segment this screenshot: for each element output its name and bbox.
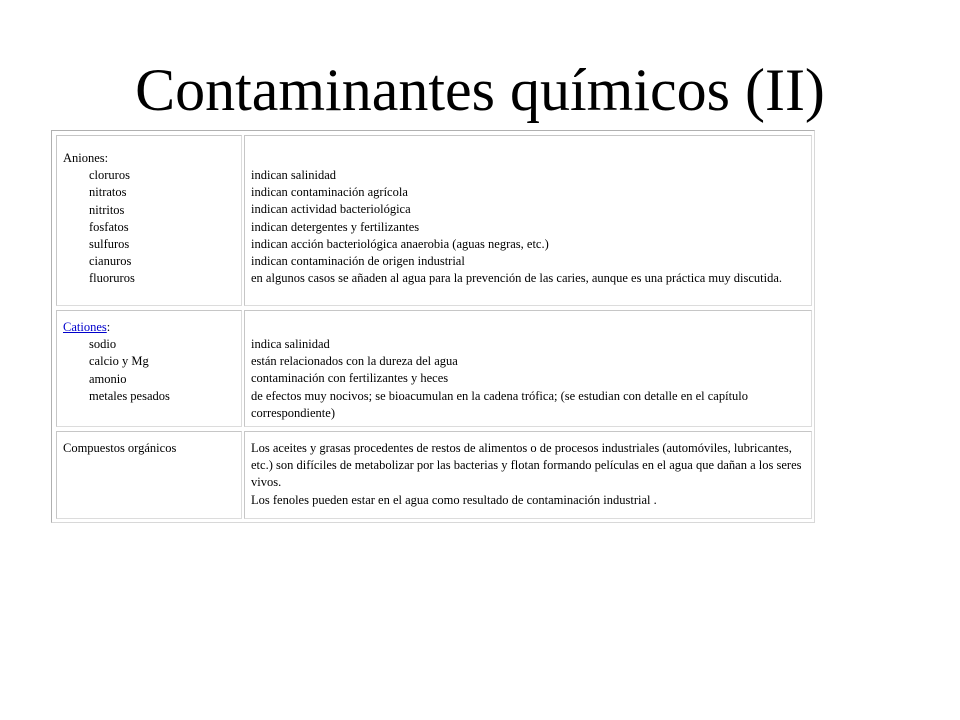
- anion-desc-cloruros: indican salinidad: [251, 168, 337, 182]
- anions-heading-line: Aniones:: [63, 151, 109, 165]
- organic-desc-fenoles: Los fenoles pueden estar en el agua como resultado de contaminación industrial .: [251, 492, 657, 507]
- anion-item-cloruros: cloruros: [89, 168, 130, 183]
- anion-item-fosfatos: fosfatos: [89, 219, 129, 234]
- anions-heading: Aniones: [63, 151, 105, 165]
- anions-label-cell: [56, 135, 242, 306]
- organic-heading: Compuestos orgánicos: [63, 441, 177, 455]
- cation-desc-metales-pesados: de efectos muy nocivos; se bioacumulan en la cadena trófica; (se estudian con detalle en el capítulo correspondiente): [251, 388, 749, 420]
- anion-desc-fosfatos: indican detergentes y fertilizantes: [251, 219, 420, 234]
- anion-desc-nitritos: indican actividad bacteriológica: [251, 202, 411, 217]
- anion-desc-sulfuros: indican acción bacteriológica anaerobia (aguas negras, etc.): [251, 236, 549, 251]
- cation-desc-amonio: contaminación con fertilizantes y heces: [251, 371, 449, 386]
- cation-item-sodio: sodio: [89, 337, 117, 352]
- anion-item-sulfuros: sulfuros: [89, 237, 130, 252]
- cation-desc-sodio: indica salinidad: [251, 337, 330, 351]
- anion-item-nitratos: nitratos: [89, 185, 127, 200]
- anion-item-cianuros: cianuros: [89, 254, 132, 269]
- cation-desc-calcio-mg: están relacionados con la dureza del agua: [251, 354, 458, 369]
- anion-item-fluoruros: fluoruros: [89, 271, 135, 286]
- contaminants-table: [51, 130, 815, 523]
- anions-description-cell: [244, 135, 812, 306]
- cations-label-cell: [56, 310, 242, 427]
- slide-title: Contaminantes químicos (II): [135, 57, 825, 123]
- cations-heading-line: Cationes:: [63, 320, 111, 334]
- cation-item-calcio-mg: calcio y Mg: [89, 354, 149, 369]
- cations-description-cell: [244, 310, 812, 427]
- anion-desc-cianuros: indican contaminación de origen industrial: [251, 254, 465, 269]
- anion-desc-nitratos: indican contaminación agrícola: [251, 185, 408, 200]
- cation-item-metales-pesados: metales pesados: [89, 388, 170, 403]
- organic-description-cell: [244, 431, 812, 519]
- anion-item-nitritos: nitritos: [89, 202, 125, 217]
- anion-desc-fluoruros: en algunos casos se añaden al agua para la prevención de las caries, aunque es una práctica muy discutida.: [251, 271, 783, 286]
- organic-label-cell: [56, 431, 242, 519]
- organic-desc-aceites-grasas: Los aceites y grasas procedentes de restos de alimentos o de procesos industriales (automóviles, lubricantes, etc.) son difíciles de metabolizar por las bacterias y flotan formando películas en el agua que dañan a los seres vivos.: [251, 441, 802, 490]
- cations-link[interactable]: Cationes: [63, 320, 107, 334]
- cation-item-amonio: amonio: [89, 371, 127, 386]
